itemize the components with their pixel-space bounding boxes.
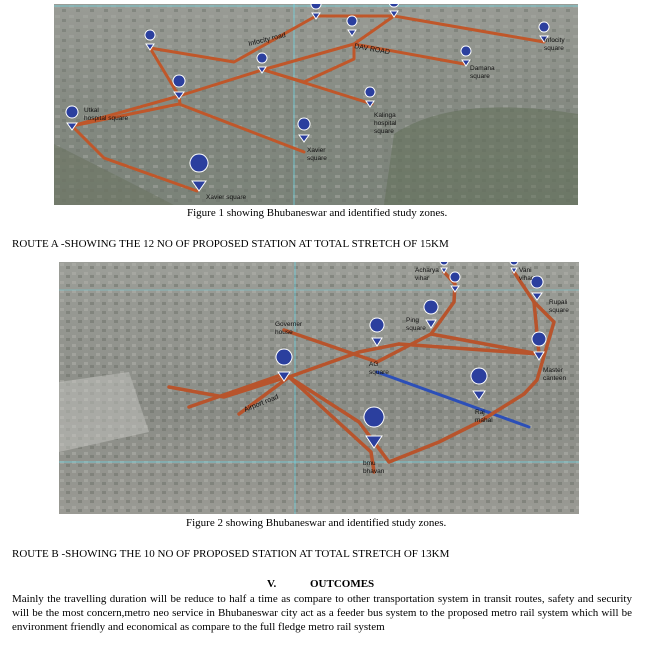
figure-1-caption: Figure 1 showing Bhubaneswar and identified study zones. (187, 207, 448, 219)
label-vani-2: vihar (519, 275, 534, 282)
label-infocity-square-2: square (544, 45, 564, 52)
label-ag-1: AG (369, 361, 379, 368)
label-xavier-1b: square (307, 155, 327, 162)
label-rupali-1: Rupali (549, 299, 568, 306)
label-infocity-square-1: Infocity (544, 37, 565, 44)
label-kalinga-2: hospital (374, 120, 397, 127)
label-kalinga-3: square (374, 128, 394, 135)
label-governer-1: Governer (275, 321, 303, 328)
label-rupali-2: square (549, 307, 569, 314)
route-b-text: ROUTE B -SHOWING THE 10 NO OF PROPOSED STATION AT TOTAL STRETCH OF 13KM (12, 548, 450, 560)
section-title: OUTCOMES (310, 578, 375, 590)
label-utkal-1: Utkal (84, 107, 99, 114)
label-ag-2: square (369, 369, 389, 376)
figure-1-map (54, 4, 578, 205)
label-xavier-1a: Xavier (307, 147, 326, 154)
label-ping-2: square (406, 325, 426, 332)
label-master-2: canteen (543, 375, 567, 382)
label-vani-1: Vani (519, 267, 532, 274)
label-governer-2: house (275, 329, 293, 336)
label-ping-1: Ping (406, 317, 420, 324)
figure-2-map (59, 262, 579, 514)
label-xavier-2: Xavier square (206, 194, 247, 201)
label-damana-1: Damana (470, 65, 495, 72)
label-bmu-2: bhavan (363, 468, 385, 475)
outcomes-paragraph: Mainly the travelling duration will be reduce to half a time as compare to other transportation system in transit routes, safety and security will be the most concern,metro neo service in Bhubaneswar city act as a feeder bus system to the proposed metro rail system which will be environment friendly and economical as compare to the full fledge metro rail system (12, 593, 632, 633)
label-dav-road: DAV ROAD (353, 43, 391, 57)
label-raj-2: mahal (475, 417, 493, 424)
label-kalinga-1: Kalinga (374, 112, 396, 119)
label-master-1: Master (543, 367, 563, 374)
label-utkal-2: hospital square (84, 115, 129, 122)
section-number: V. (267, 578, 277, 590)
label-infocity-road: Infocity road (247, 31, 287, 48)
route-a-text: ROUTE A -SHOWING THE 12 NO OF PROPOSED STATION AT TOTAL STRETCH OF 15KM (12, 238, 449, 250)
label-raj-1: Raj (475, 409, 485, 416)
label-damana-2: square (470, 73, 490, 80)
label-acharya-2: vihar (415, 275, 430, 282)
figure-2-caption: Figure 2 showing Bhubaneswar and identified study zones. (186, 517, 447, 529)
label-airport-road: Airport road (243, 393, 280, 414)
label-bmu-1: bmu (363, 460, 376, 467)
label-acharya-1: Acharya (415, 267, 439, 274)
